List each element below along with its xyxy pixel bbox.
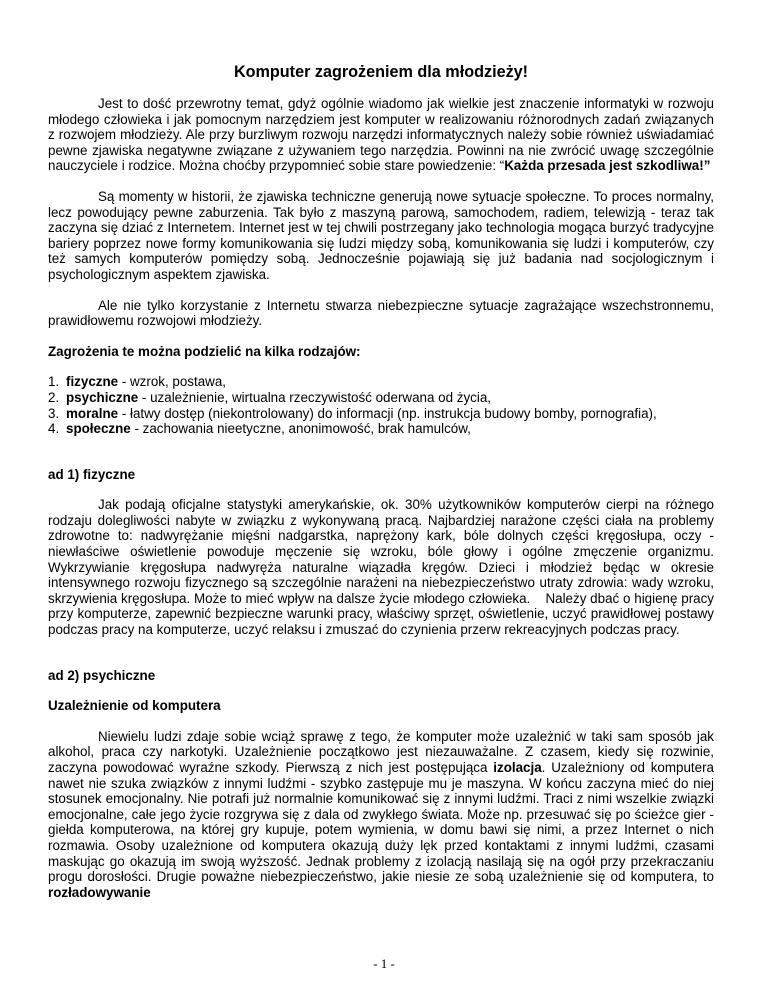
section-2-subheading: Uzależnienie od komputera [48,698,221,714]
list-item: 1. fizyczne - wzrok, postawa, [48,374,226,390]
paragraph-internet: Ale nie tylko korzystanie z Internetu stwarza niebezpieczne sytuacje zagrażające wszechstronnemu, prawidłowemu rozwojowi młodzieży. [48,297,714,329]
page-title: Komputer zagrożeniem dla młodzieży! [233,63,529,81]
section-1-text: Jak podają oficjalne statystyki amerykańskie, ok. 30% użytkowników komputerów cierpi na różnego rodzaju dolegliwości nabyte w związku z wykonywaną pracą. Najbardziej narażone części ciała na problemy zdrowotne to: nadwyrężanie mięśni nadgarstka, naprężony kark, bóle dolnych części kręgosłupa, oczy - niewłaściwe oświetlenie powoduje męczenie się wzroku, bóle głowy i ogólne zmęczenie organizmu. Wykrzywianie kręgosłupa nadwyręża naturalne wiązadła kręgów. Dzieci i młodzież będąc w okresie intensywnego rozwoju fizycznego są szczególnie narażeni na niebezpieczeństwo utraty zdrowia: wady wzroku, skrzywienia kręgosłupa. Może to mieć wpływ na dalsze życie młodego człowieka. Należy dbać o higienę pracy przy komputerze, zapewnić bezpieczne warunki pracy, właściwy sprzęt, oświetlenie, uczyć prawidłowej postawy podczas pracy na komputerze, uczyć relaksu i zmuszać do czynienia przerw rekreacyjnych podczas pracy. [48,497,718,638]
paragraph-history: Są momenty w historii, że zjawiska techniczne generują nowe sytuacje społeczne. To proces normalny, lecz powodujący pewne zaburzenia. Tak było z maszyną parową, samochodem, radiem, telewizją - teraz tak zaczyna się dziać z Internetem. Internet jest w tej chwili postrzegany jako technologia mogąca burzyć tradycyjne bariery poprzez nowe formy komunikowania się ludzi między sobą, komunikowania się ludzi i komputerów, czy też samych komputerów pomiędzy sobą. Jednocześnie pojawiają się już badania nad socjologicznym i psychologicznym aspektem zjawiska. [48,188,714,282]
intro-paragraph: Jest to dość przewrotny temat, gdyż ogólnie wiadomo jak wielkie jest znaczenie informatyki w rozwoju młodego człowieka i jak pomocnym narzędziem jest komputer w realizowaniu różnorodnych zadań związanych z rozwojem młodzieży. Ale przy burzliwym rozwoju narzędzi informatycznych należy sobie również uświadamiać pewne zjawiska negatywne związane z używaniem tego narzędzia. Powinni na nie zwrócić uwagę szczególnie nauczyciele i rodzice. Można choćby przypomnieć sobie stare powiedzenie: “Każda przesada jest szkodliwa!” [48,96,714,174]
section-2-text: Niewielu ludzi zdaje sobie wciąż sprawę z tego, że komputer może uzależnić w taki sam sposób jak alkohol, praca czy narkotyki. Uzależnienie początkowo jest niezauważalne. Z czasem, kiedy się rozwinie, zaczyna powodować wyraźne szkody. Pierwszą z nich jest postępująca izolacja. Uzależniony od komputera nawet nie szuka związków z innymi ludźmi - szybko zastępuje mu je maszyna. W końcu zaczyna mieć do niej stosunek emocjonalny. Nie potrafi już normalnie komunikować się z innymi ludźmi. Traci z nimi wszelkie związki emocjonalne, całe jego życie rozgrywa się z dala od zwykłego świata. Może np. przesuwać się po ścieżce gier - giełda komputerowa, na której gry kupuje, potem wymienia, w domu bawi się nimi, a przez Internet o nich rozmawia. Osoby uzależnione od komputera okazują duży lęk przed kontaktami z innymi ludźmi, czasami maskując go okazują im swoją wyższość. Jednak problemy z izolacją nasilają się na ogół przy przekraczaniu progu dorosłości. Drugie poważne niebezpieczeństwo, jakie niesie ze sobą uzależnienie się od komputera, to rozładowywanie [48,728,715,900]
list-item: 3. moralne - łatwy dostęp (niekontrolowany) do informacji (np. instrukcja budowy bomby, pornografia), [48,405,657,421]
types-heading: Zagrożenia te można podzielić na kilka rodzajów: [48,343,361,359]
document-page [48,62,718,900]
page-number: - 1 - [373,956,395,971]
list-item: 2. psychiczne - uzależnienie, wirtualna rzeczywistość oderwana od życia, [48,389,491,405]
section-1-heading: ad 1) fizyczne [48,466,136,482]
section-2-heading: ad 2) psychiczne [48,667,156,683]
threat-types-list [48,374,714,436]
quote-text: Każda przesada jest szkodliwa!” [504,158,711,174]
list-item: 4. społeczne - zachowania nieetyczne, anonimowość, brak hamulców, [48,421,471,437]
